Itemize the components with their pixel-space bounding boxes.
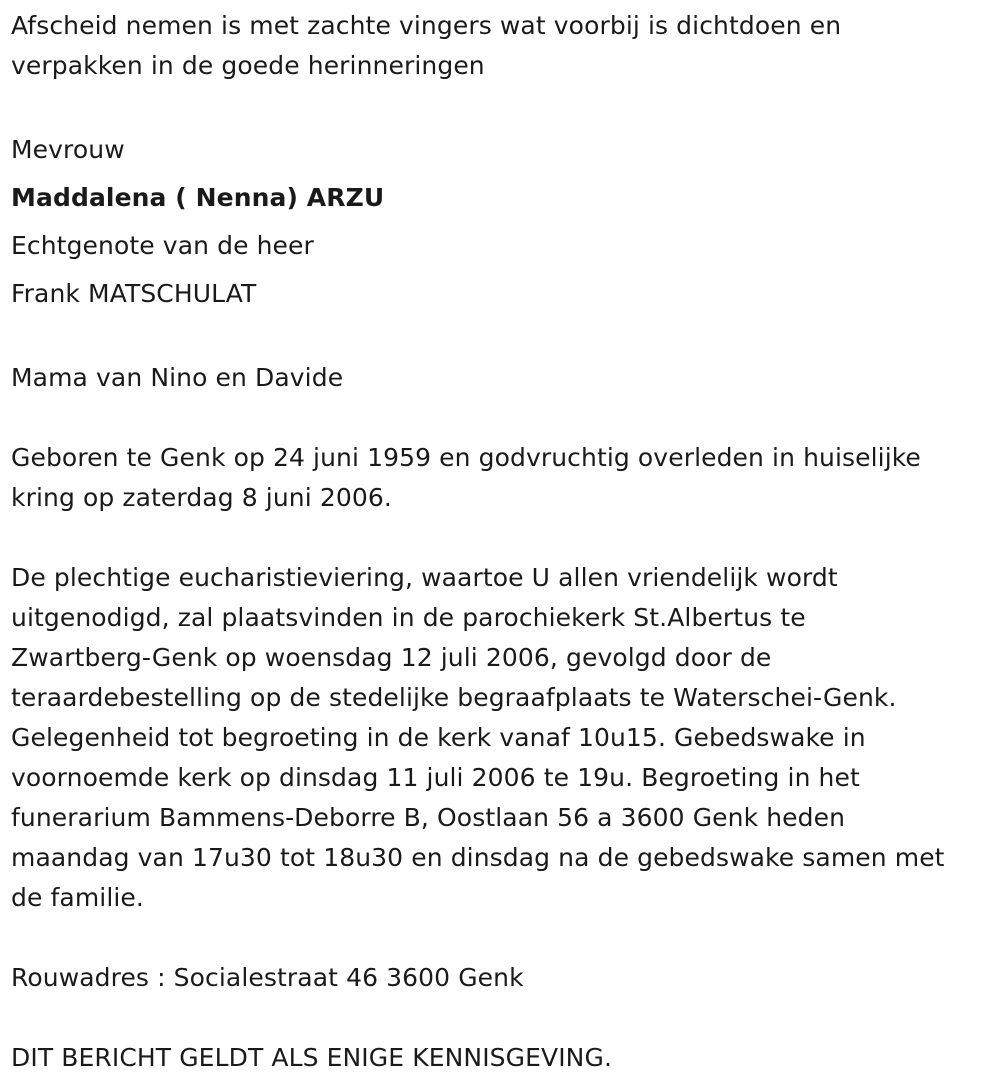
address-paragraph	[11, 958, 991, 998]
notice-paragraph	[11, 1038, 991, 1078]
spacer	[11, 86, 991, 126]
birth-death-paragraph	[11, 438, 991, 518]
birth-death-line: kring op zaterdag 8 juni 2006.	[11, 483, 392, 512]
opening-quote	[11, 6, 991, 86]
spacer	[11, 918, 991, 958]
official-notice: DIT BERICHT GELDT ALS ENIGE KENNISGEVING.	[11, 1043, 612, 1072]
quote-line: verpakken in de goede herinneringen	[11, 51, 485, 80]
birth-death-line: Geboren te Genk op 24 juni 1959 en godvruchtig overleden in huiselijke	[11, 443, 921, 472]
spouse-name: Frank MATSCHULAT	[11, 279, 257, 308]
person-block	[11, 126, 991, 318]
ceremony-paragraph	[11, 558, 991, 918]
deceased-name: Maddalena ( Nenna) ARZU	[11, 183, 385, 212]
spouse-label: Echtgenote van de heer	[11, 231, 314, 260]
mourning-address: Rouwadres : Socialestraat 46 3600 Genk	[11, 963, 524, 992]
spacer	[11, 398, 991, 438]
children-paragraph	[11, 358, 991, 398]
ceremony-line: maandag van 17u30 tot 18u30 en dinsdag na de gebedswake samen met	[11, 843, 945, 872]
ceremony-line: teraardebestelling op de stedelijke begraafplaats te Waterschei-Genk.	[11, 683, 897, 712]
quote-line: Afscheid nemen is met zachte vingers wat voorbij is dichtdoen en	[11, 11, 842, 40]
spacer	[11, 998, 991, 1038]
children-line: Mama van Nino en Davide	[11, 363, 344, 392]
ceremony-line: uitgenodigd, zal plaatsvinden in de parochiekerk St.Albertus te	[11, 603, 806, 632]
ceremony-line: De plechtige eucharistieviering, waartoe U allen vriendelijk wordt	[11, 563, 838, 592]
ceremony-line: Zwartberg-Genk op woensdag 12 juli 2006, gevolgd door de	[11, 643, 772, 672]
ceremony-line: voornoemde kerk op dinsdag 11 juli 2006 te 19u. Begroeting in het	[11, 763, 860, 792]
ceremony-line: de familie.	[11, 883, 144, 912]
spacer	[11, 518, 991, 558]
ceremony-line: funerarium Bammens-Deborre B, Oostlaan 56 a 3600 Genk heden	[11, 803, 846, 832]
spacer	[11, 318, 991, 358]
salutation: Mevrouw	[11, 135, 125, 164]
obituary-notice	[11, 6, 991, 1078]
ceremony-line: Gelegenheid tot begroeting in de kerk vanaf 10u15. Gebedswake in	[11, 723, 866, 752]
